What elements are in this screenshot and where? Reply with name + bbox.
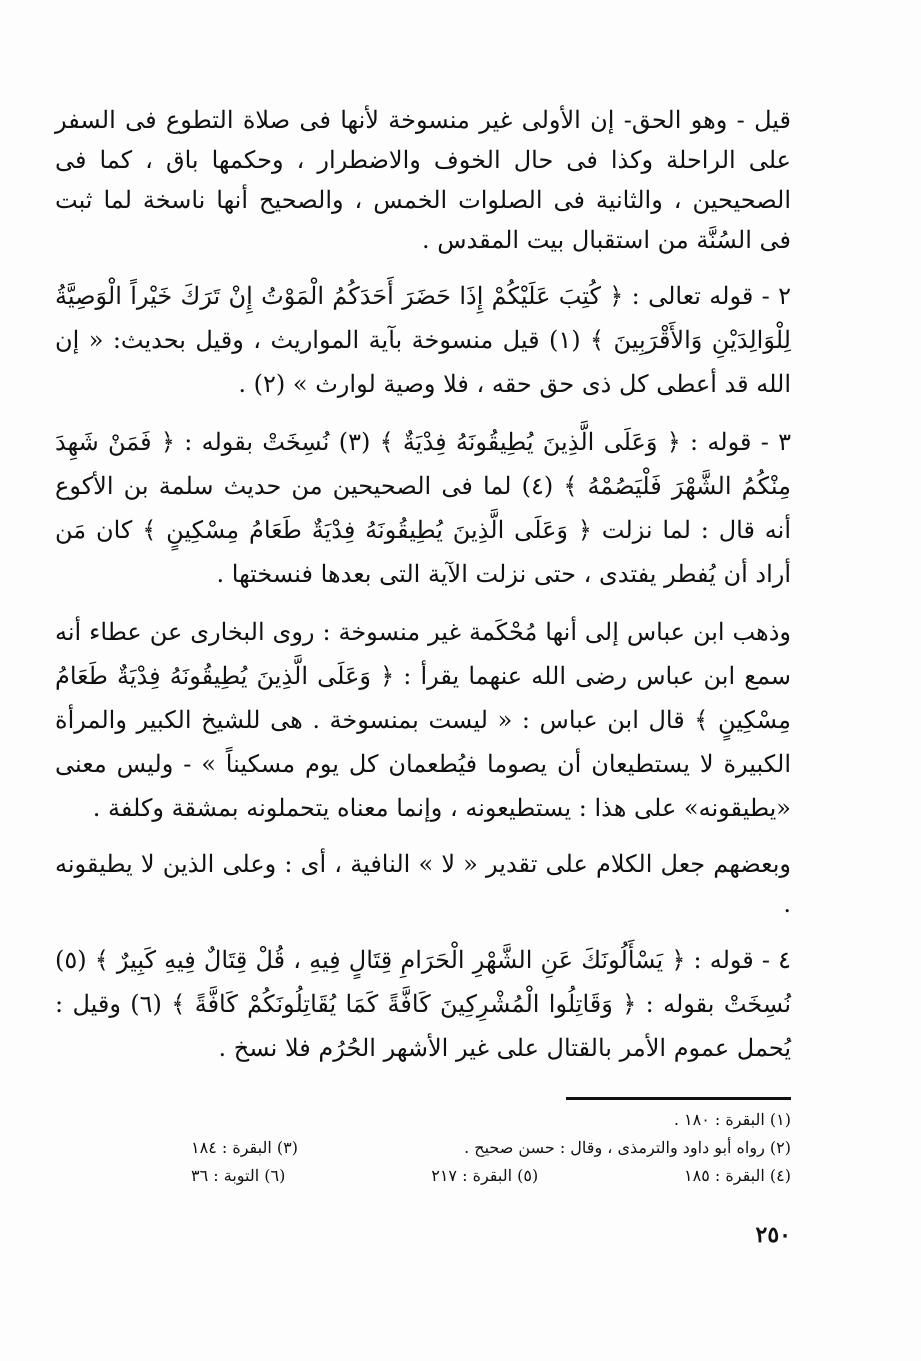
footnote-3: (٣) البقرة : ١٨٤ <box>191 1138 298 1157</box>
footnote-4: (٤) البقرة : ١٨٥ <box>684 1166 791 1185</box>
page-number: ٢٥٠ <box>755 1222 791 1248</box>
footnotes <box>191 1106 791 1190</box>
paragraph-6: ٤ - قوله : ﴿ يَسْأَلُونَكَ عَنِ الشَّهْرِ الْحَرَامِ قِتَالٍ فِيهِ ، قُلْ قِتَالٌ فِيهِ كَبِيرٌ ﴾ (٥) نُسِخَتْ بقوله : ﴿ وَقَاتِلُوا الْمُشْرِكِينَ كَافَّةً كَمَا يُقَاتِلُونَكُمْ كَافَّةً ﴾ (٦) وقيل : يُحمل عموم الأمر بالقتال على غير الأشهر الحُرُم فلا نسخ . <box>55 946 791 1062</box>
paragraph-3: ٣ - قوله : ﴿ وَعَلَى الَّذِينَ يُطِيقُونَهُ فِدْيَةٌ ﴾ (٣) نُسِخَتْ بقوله : ﴿ فَمَنْ شَهِدَ مِنْكُمُ الشَّهْرَ فَلْيَصُمْهُ ﴾ (٤) لما فى الصحيحين من حديث سلمة بن الأكوع أنه قال : لما نزلت ﴿ وَعَلَى الَّذِينَ يُطِيقُونَهُ فِدْيَةٌ طَعَامُ مِسْكِينٍ ﴾ كان مَن أراد أن يُفطر يفتدى ، حتى نزلت الآية التى بعدها فنسختها . <box>55 428 791 588</box>
footnote-5: (٥) البقرة : ٢١٧ <box>431 1166 539 1185</box>
footnote-row-1 <box>191 1106 791 1134</box>
footnote-6: (٦) التوبة : ٣٦ <box>191 1166 286 1185</box>
footnote-divider <box>566 1097 791 1100</box>
footnote-1: (١) البقرة : ١٨٠ . <box>673 1110 791 1129</box>
footnote-row-3 <box>191 1162 791 1190</box>
footnote-row-2 <box>191 1134 791 1162</box>
paragraph-1: قيل - وهو الحق- إن الأولى غير منسوخة لأنها فى صلاة التطوع فى السفر على الراحلة وكذا فى حال الخوف والاضطرار ، وحكمها باق ، كما فى الصحيحين ، والثانية فى الصلوات الخمس ، والصحيح أنها ناسخة لما ثبت فى السُنَّة من استقبال بيت المقدس . <box>55 106 791 254</box>
paragraph-2: ٢ - قوله تعالى : ﴿ كُتِبَ عَلَيْكُمْ إِذَا حَضَرَ أَحَدَكُمُ الْمَوْتُ إِنْ تَرَكَ خَيْراً الْوَصِيَّةُ لِلْوَالِدَيْنِ وَالأَقْرَبِينَ ﴾ (١) قيل منسوخة بآية المواريث ، وقيل بحديث: « إن الله قد أعطى كل ذى حق حقه ، فلا وصية لوارث » (٢) . <box>55 282 791 398</box>
footnote-2: (٢) رواه أبو داود والترمذى ، وقال : حسن صحيح . <box>464 1138 791 1157</box>
main-text <box>55 100 791 1084</box>
paragraph-5: وبعضهم جعل الكلام على تقدير « لا » النافية ، أى : وعلى الذين لا يطيقونه . <box>55 850 791 918</box>
paragraph-4: وذهب ابن عباس إلى أنها مُحْكَمة غير منسوخة : روى البخارى عن عطاء أنه سمع ابن عباس رضى الله عنهما يقرأ : ﴿ وَعَلَى الَّذِينَ يُطِيقُونَهُ فِدْيَةٌ طَعَامُ مِسْكِينٍ ﴾ قال ابن عباس : « ليست بمنسوخة . هى للشيخ الكبير والمرأة الكبيرة لا يستطيعان أن يصوما فيُطعمان كل يوم مسكيناً » - وليس معنى «يطيقونه» على هذا : يستطيعونه ، وإنما معناه يتحملونه بمشقة وكلفة . <box>55 618 791 822</box>
